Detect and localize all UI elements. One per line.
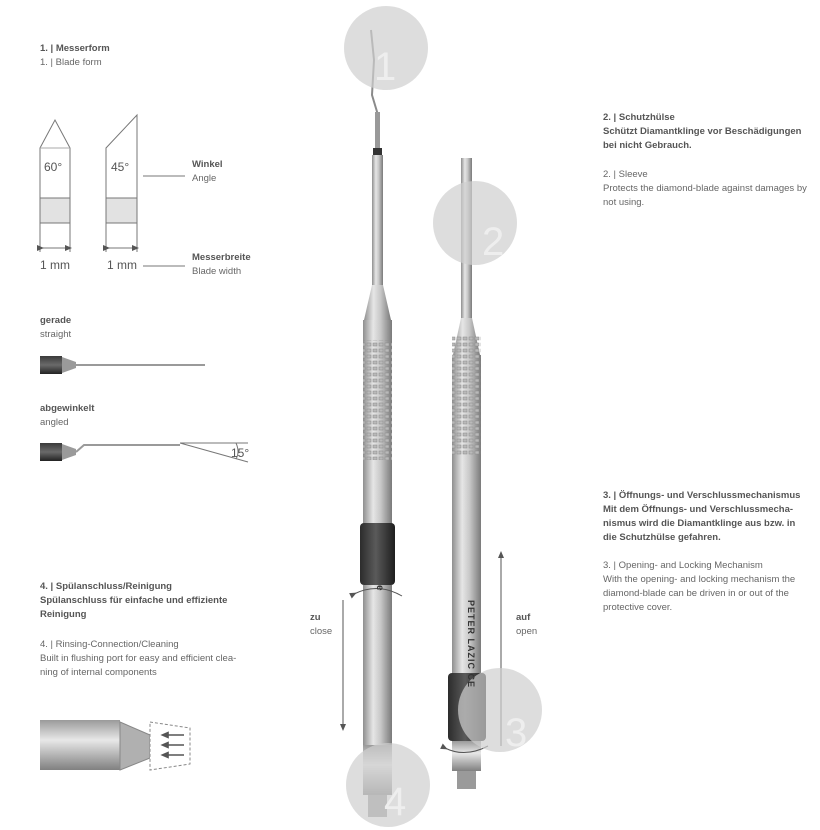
blade-60-drawing — [40, 120, 70, 252]
close-label-en: close — [310, 626, 333, 637]
close-label-de: zu — [310, 612, 321, 623]
section3-desc-de-2: nismus wird die Diamantklinge aus bzw. in — [603, 518, 796, 529]
section2-desc-de-2: bei nicht Gebrauch. — [603, 140, 692, 151]
blade-form-title-en: 1. | Blade form — [40, 57, 102, 68]
open-label-de: auf — [516, 612, 531, 623]
marker-2: 2 — [482, 220, 505, 264]
blade-width-1: 1 mm — [40, 258, 70, 272]
marker-circle-2 — [433, 181, 517, 265]
blade-angle-45: 45° — [111, 160, 130, 174]
straight-label-en: straight — [40, 329, 72, 340]
blade-45-drawing — [106, 115, 137, 252]
section2-desc-de-1: Schützt Diamantklinge vor Beschädigungen — [603, 126, 802, 137]
blade-angle-60: 60° — [44, 160, 63, 174]
width-label-de: Messerbreite — [192, 252, 251, 263]
angled-degree: 15° — [231, 446, 250, 460]
width-label-en: Blade width — [192, 266, 242, 277]
section2-title-en: 2. | Sleeve — [603, 169, 648, 180]
open-label-en: open — [516, 626, 538, 637]
marker-1: 1 — [374, 45, 397, 89]
angled-tip-drawing — [40, 443, 248, 462]
section3-desc-en-1: With the opening- and locking mechanism the — [603, 574, 796, 585]
section4-desc-de-2: Reinigung — [40, 609, 87, 620]
blade-form-title-de: 1. | Messerform — [40, 43, 110, 54]
section3-desc-en-2: diamond-blade can be driven in or out of the — [603, 588, 789, 599]
straight-tip-drawing — [40, 356, 205, 374]
section3-desc-de-1: Mit dem Öffnungs- und Verschlussmecha- — [603, 504, 794, 515]
section4-desc-de-1: Spülanschluss für einfache und effiziente — [40, 595, 228, 606]
angled-label-en: angled — [40, 417, 69, 428]
rinsing-port-drawing — [40, 720, 190, 770]
angle-label-en: Angle — [192, 173, 217, 184]
section4-title-de: 4. | Spülanschluss/Reinigung — [40, 581, 172, 592]
section3-desc-en-3: protective cover. — [603, 602, 673, 613]
straight-label-de: gerade — [40, 315, 72, 326]
section2-desc-en-1: Protects the diamond-blade against damages by — [603, 183, 807, 194]
engraving-text-container — [468, 600, 482, 710]
marker-3: 3 — [505, 711, 528, 755]
section4-desc-en-1: Built in flushing port for easy and efficient clea- — [40, 653, 237, 664]
engraving-logo: e — [374, 585, 385, 592]
section2-title-de: 2. | Schutzhülse — [603, 112, 675, 123]
section2-desc-en-2: not using. — [603, 197, 645, 208]
section3-title-de: 3. | Öffnungs- und Verschlussmechanismus — [603, 490, 801, 501]
section3-title-en: 3. | Opening- and Locking Mechanism — [603, 560, 763, 571]
engraving-text: PETER LAZIC CE — [466, 600, 476, 689]
marker-4: 4 — [384, 780, 407, 824]
angle-label-de: Winkel — [192, 159, 223, 170]
section4-title-en: 4. | Rinsing-Connection/Cleaning — [40, 639, 179, 650]
instrument-left — [354, 30, 402, 817]
engraving-container — [374, 585, 392, 695]
section4-desc-en-2: ning of internal components — [40, 667, 157, 678]
angled-label-de: abgewinkelt — [40, 403, 95, 414]
section3-desc-de-3: die Schutzhülse gefahren. — [603, 532, 721, 543]
blade-width-2: 1 mm — [107, 258, 137, 272]
